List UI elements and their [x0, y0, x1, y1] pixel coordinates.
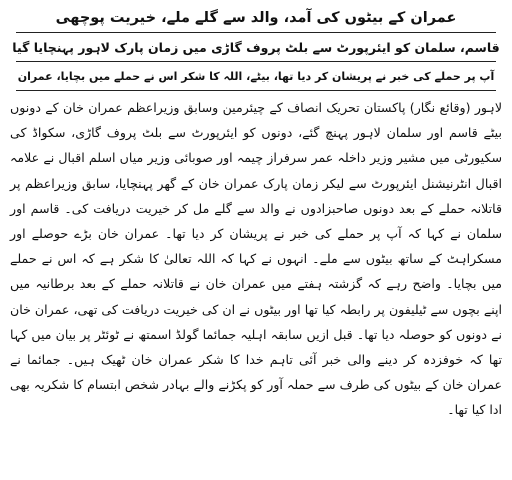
headline-3: آپ پر حملے کی خبر نے پریشان کر دیا تھا، بیٹے، اللہ کا شکر اس نے حملے میں بچایا، عمران: [17, 70, 495, 83]
headline-2: قاسم، سلمان کو ایئرپورٹ سے بلٹ پروف گاڑی میں زمان پارک لاہور پہنچایا گیا: [12, 40, 500, 55]
headline-divider-3: [16, 90, 496, 91]
headline-divider-1: [16, 32, 496, 33]
article-body: لاہور (وقائع نگار) پاکستان تحریک انصاف کے چیئرمین وسابق وزیراعظم عمران خان کے دونوں بیٹے قاسم اور سلمان لاہور پہنچ گئے، دونوں کو ایئرپورٹ سے بلٹ پروف گاڑی، سکواڈ کی سکیورٹی میں مشیر وزیر داخلہ عمر سرفراز چیمہ اور صوبائی وزیر میاں اسلم اقبال نے علامہ اقبال انٹرنیشنل ایئرپورٹ سے لیکر زمان پارک عمران خان کے گھر پہنچایا، سابق وزیراعظم پر قاتلانہ حملے کے بعد دونوں صاحبزادوں نے والد سے گلے مل کر خیریت دریافت کی۔ قاسم اور سلمان نے کہا کہ آپ پر حملے کی خبر نے پریشان کر دیا تھا۔ عمران خان بڑے حوصلے اور مسکراہٹ کے ساتھ بیٹوں سے ملے۔ انہوں نے کہا کہ اللہ تعالیٰ کا شکر ہے کہ اس نے حملے میں بچایا۔ واضح رہے کہ گزشتہ ہفتے میں عمران خان نے قاتلانہ حملے کے بعد برطانیہ میں اپنے بچوں سے ٹیلیفون پر رابطہ کیا تھا اور بیٹوں نے ان کی خیریت دریافت کی تھی، عمران خان نے دونوں کو حوصلہ دیا تھا۔ قبل ازیں سابقہ اہلیہ جمائما گولڈ اسمتھ نے ٹوئٹر پر بیان میں کہا تھا کہ خوفزدہ کر دینے والی خبر آئی تاہم خدا کا شکر عمران خان ٹھیک ہیں۔ جمائما نے عمران خان کے بیٹوں کی طرف سے حملہ آور کو پکڑنے والے بہادر شخص ابتسام کا شکریہ بھی ادا کیا تھا۔: [10, 100, 502, 418]
headline-1: عمران کے بیٹوں کی آمد، والد سے گلے ملے، خیریت پوچھی: [55, 10, 457, 26]
headline-divider-2: [16, 61, 496, 62]
